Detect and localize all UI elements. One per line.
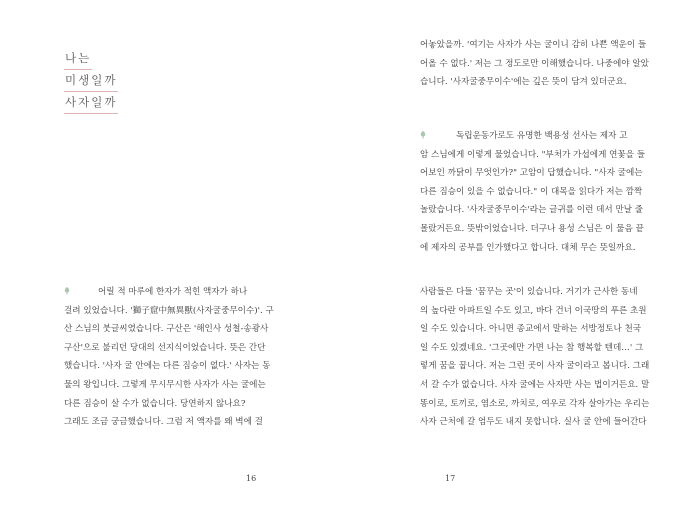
- right-page: [350, 0, 700, 525]
- right-p3-line-6: 서 갈 수가 없습니다. 사자 굴에는 사자만 사는 법이거든요. 말: [420, 379, 650, 390]
- right-p3-line-7: 똥이로, 토끼로, 염소로, 까치로, 여우로 각자 살아가는 우리는: [420, 398, 650, 409]
- chapter-title-line-2: 미생일까: [64, 70, 118, 92]
- left-body-line-3: 산 스님의 붓글씨였습니다. 구산은 '해인사 성철-송광사: [64, 324, 269, 335]
- chapter-title-line-1: 나는: [64, 48, 118, 70]
- right-p2-line-2: 암 스님에게 이렇게 물었습니다. "부처가 가섭에게 연꽃을 들: [420, 149, 646, 160]
- right-paragraph-1: [420, 36, 652, 92]
- right-p3-line-1: 사람들은 다들 '꿈꾸는 곳'이 있습니다. 거기가 근사한 동네: [420, 287, 638, 297]
- left-body-line-2: 걸려 있었습니다. '獅子窟中無異獸(사자굴중무이수)'. 구: [64, 305, 274, 316]
- right-p1-line-1: 어놓았을까. '여기는 사자가 사는 굴이니 감히 나쁜 액운이 들: [420, 40, 647, 50]
- right-p2-line-3: 어보인 까닭이 무엇인가?" 고암이 답했습니다. "사자 굴에는: [420, 168, 643, 179]
- left-body-line-7: 다른 짐승이 살 수가 없습니다. 당연하지 않나요?: [64, 398, 246, 409]
- right-p2-line-1: 독립운동가로도 유명한 백용성 선사는 제자 고: [420, 127, 652, 146]
- right-p1-line-2: 어올 수 없다.' 저는 그 정도로만 이해했습니다. 나중에야 알았: [420, 58, 649, 69]
- leaf-icon: [420, 131, 426, 139]
- right-p2-line-5: 놀랐습니다. '사자굴중무이수'라는 글귀를 이런 데서 만날 줄: [420, 205, 644, 216]
- right-p3-line-5: 렇게 꿈을 꿉니다. 저는 그런 곳이 사자 굴이라고 봅니다. 그래: [420, 361, 650, 372]
- right-p3-line-4: 일 수도 있겠네요. '그곳에만 가면 나는 참 행복할 텐데…' 그: [420, 342, 644, 353]
- leaf-icon: [64, 287, 70, 295]
- left-body-line-4: 구산'으로 불리던 당대의 선지식이었습니다. 뜻은 간단: [64, 342, 266, 353]
- left-body-line-6: 물의 왕입니다. 그렇게 무시무시한 사자가 사는 굴에는: [64, 379, 266, 390]
- right-paragraph-3: [420, 283, 652, 432]
- chapter-title: [64, 48, 118, 114]
- left-body-line-5: 했습니다. '사자 굴 안에는 다른 짐승이 없다.' 사자는 동: [64, 361, 271, 372]
- page-number-left: 16: [246, 474, 257, 483]
- right-p2-line-4: 다른 짐승이 있을 수 없습니다." 이 대목을 읽다가 저는 깜짝: [420, 186, 643, 197]
- left-body-line-8: 그래도 조금 궁금했습니다. 그럼 저 액자를 왜 벽에 걸: [64, 417, 263, 428]
- right-p2-line-7: 에 제자의 공부를 인가했다고 합니다. 대체 무슨 뜻일까요.: [420, 242, 636, 253]
- right-p1-line-3: 습니다. '사자굴중무이수'에는 깊은 뜻이 담겨 있더군요.: [420, 77, 627, 88]
- right-p2-line-6: 몰랐거든요. 뜻밖이었습니다. 더구나 용성 스님은 이 물음 끝: [420, 223, 644, 234]
- right-paragraph-2: [420, 127, 652, 257]
- page-number-right: 17: [445, 474, 456, 483]
- chapter-title-line-3: 사자일까: [64, 92, 118, 114]
- right-p3-line-8: 사자 근처에 갈 엄두도 내지 못합니다. 실사 굴 안에 들어간다: [420, 417, 647, 428]
- left-body-line-1: 어릴 적 마루에 한자가 적힌 액자가 하나: [64, 283, 280, 302]
- right-p3-line-2: 의 높다란 아파트일 수도 있고, 바다 건너 이국땅의 푸른 초원: [420, 305, 647, 316]
- right-p3-line-3: 일 수도 있습니다. 아니면 종교에서 말하는 서방정토나 천국: [420, 324, 642, 335]
- left-body-text: [64, 283, 280, 432]
